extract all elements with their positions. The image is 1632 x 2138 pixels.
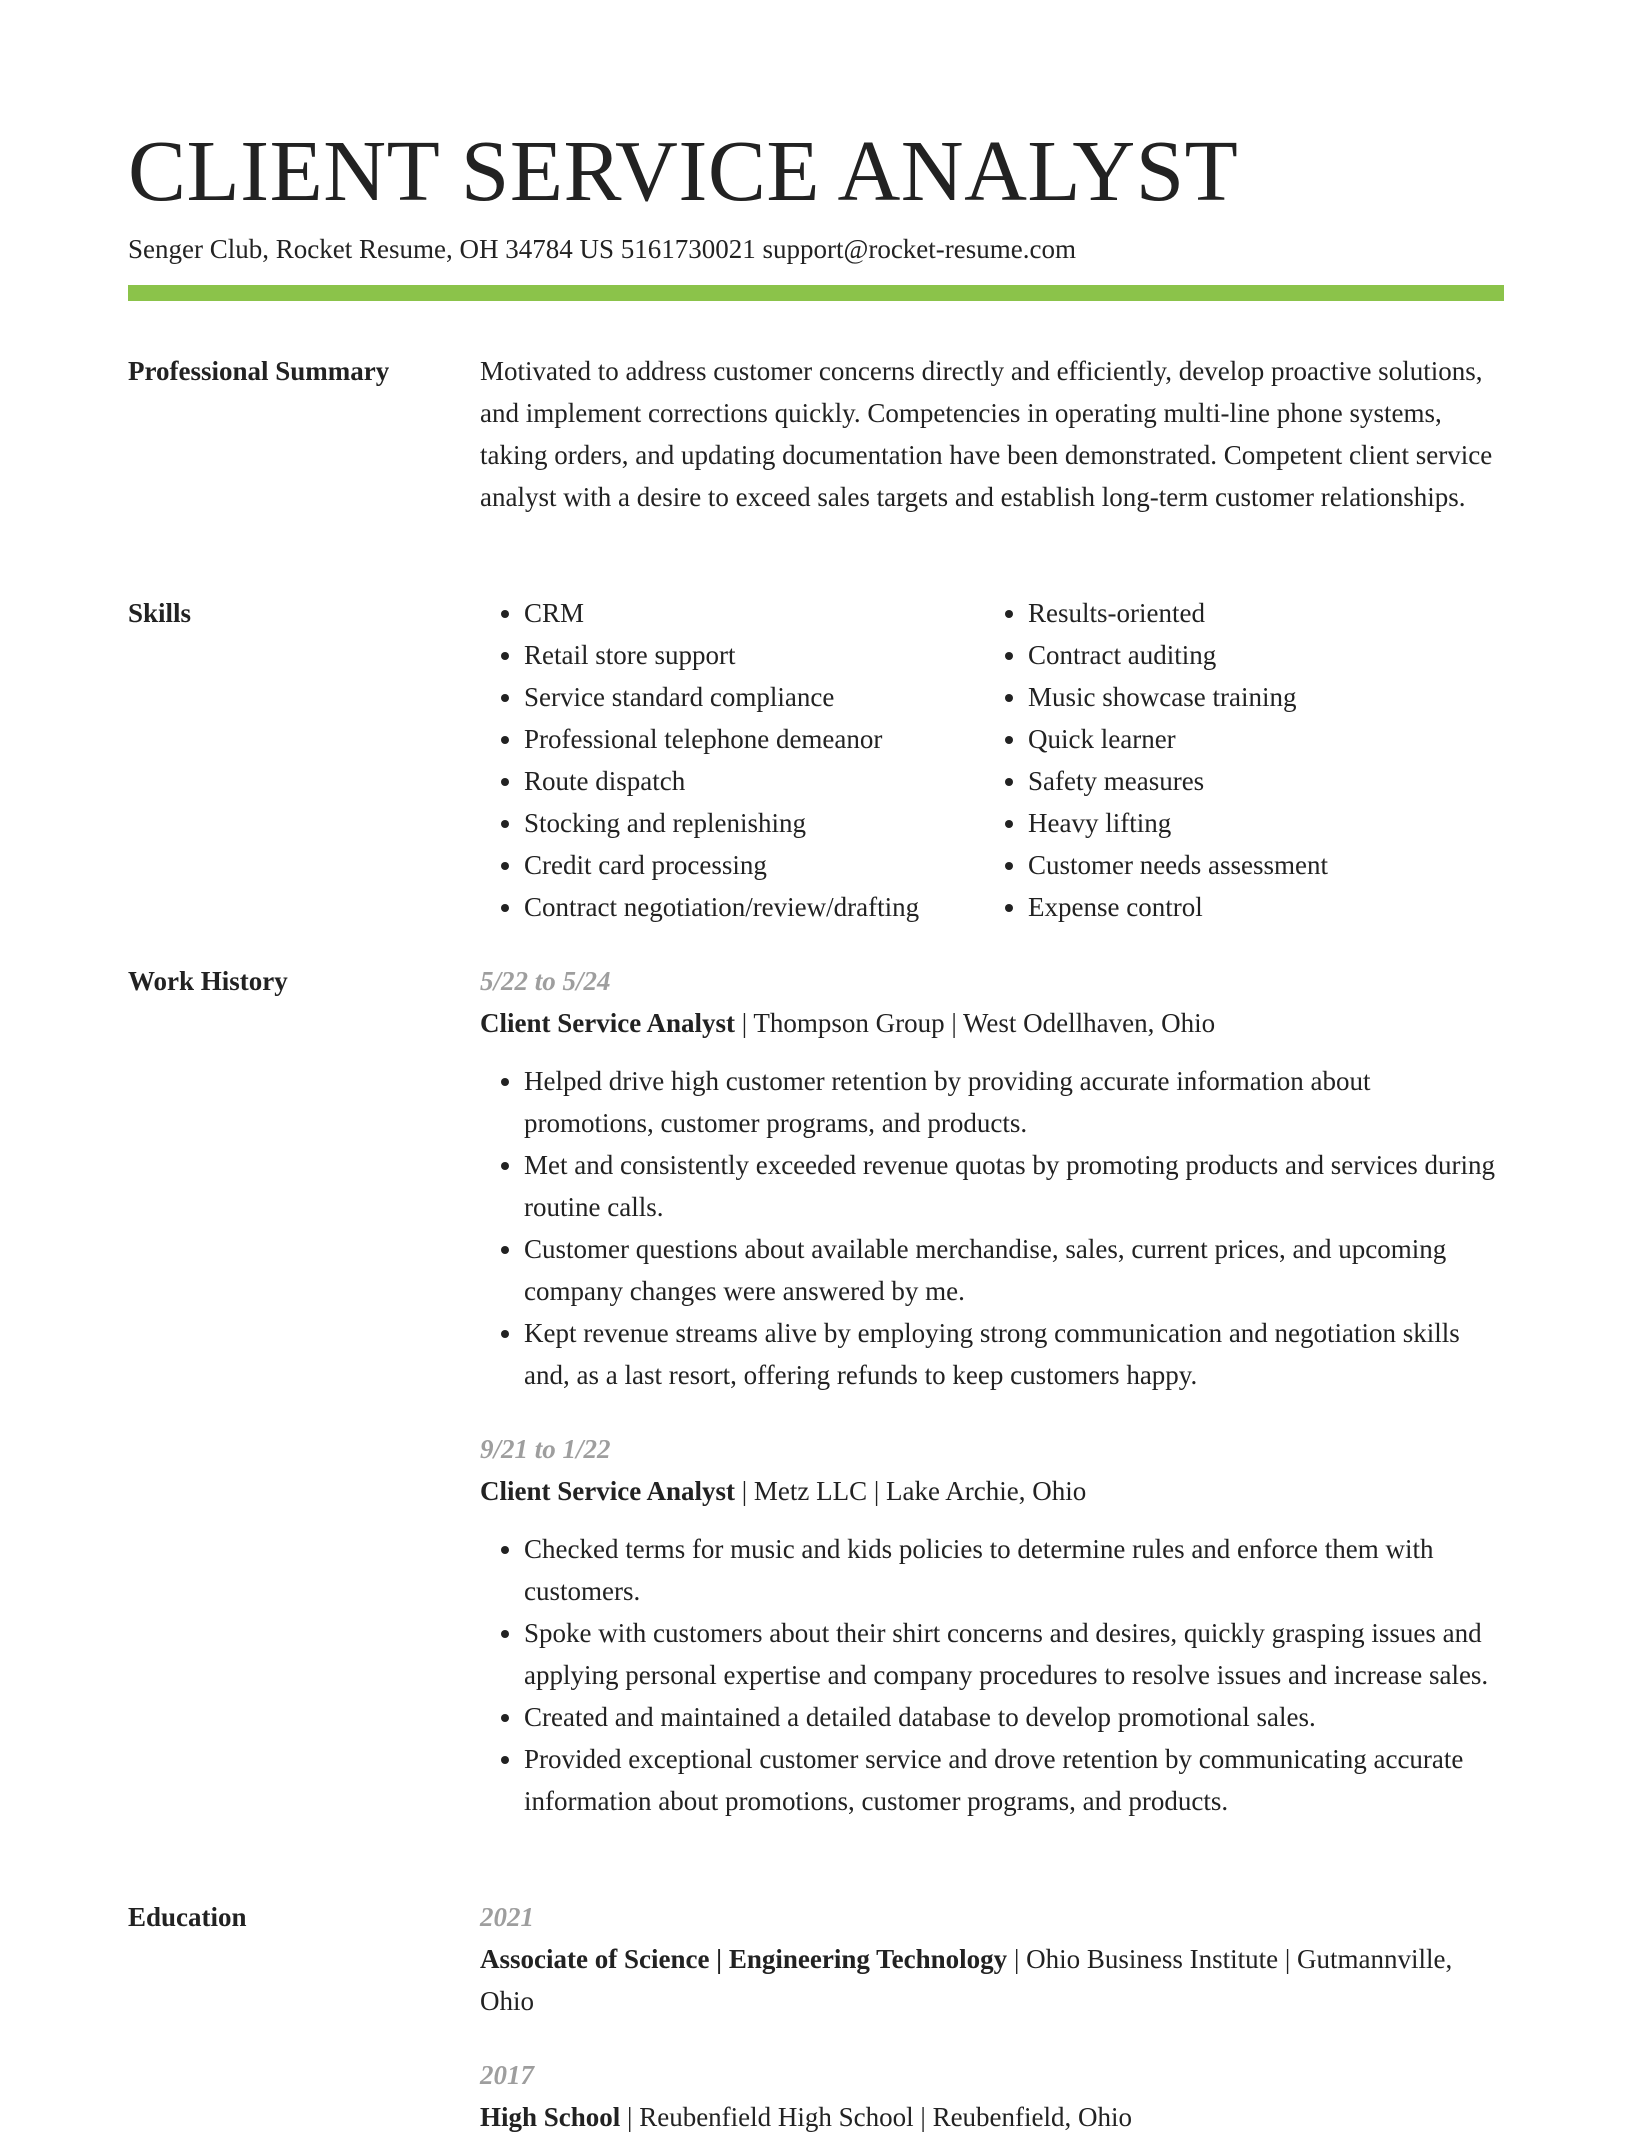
- education-details: | Ohio Business Institute | Gutmannville, Ohio: [480, 1944, 1453, 2016]
- job-title: Client Service Analyst: [480, 1476, 735, 1506]
- job-details: | Thompson Group | West Odellhaven, Ohio: [734, 1008, 1216, 1038]
- education-line: [480, 1938, 1504, 2022]
- job-dates: 5/22 to 5/24: [480, 966, 611, 996]
- skill-item: • Expense control: [1028, 886, 1488, 928]
- education-details: | Reubenfield High School | Reubenfield, Ohio: [620, 2102, 1133, 2132]
- skill-item: • Music showcase training: [1028, 676, 1488, 718]
- education-year: 2017: [480, 2060, 534, 2090]
- job-bullet: • Helped drive high customer retention by providing accurate information about promotions, customer programs, and products.: [524, 1060, 1504, 1144]
- summary-heading: Professional Summary: [128, 356, 390, 386]
- job-bullet: • Spoke with customers about their shirt concerns and desires, quickly grasping issues and applying personal expertise and company procedures to resolve issues and increase sales.: [524, 1612, 1504, 1696]
- skill-item: • Retail store support: [524, 634, 984, 676]
- skill-item: • CRM: [524, 592, 984, 634]
- work-history-heading: Work History: [128, 966, 288, 996]
- education-degree: High School: [480, 2102, 621, 2132]
- skill-item: • Contract auditing: [1028, 634, 1488, 676]
- job-dates: 9/21 to 1/22: [480, 1434, 611, 1464]
- skills-list-right: [984, 592, 1488, 928]
- skill-item: • Customer needs assessment: [1028, 844, 1488, 886]
- job-bullet: • Met and consistently exceeded revenue quotas by promoting products and services during routine calls.: [524, 1144, 1504, 1228]
- skill-item: • Credit card processing: [524, 844, 984, 886]
- skill-item: • Service standard compliance: [524, 676, 984, 718]
- skill-item: • Professional telephone demeanor: [524, 718, 984, 760]
- job-title-line: [480, 1002, 1504, 1044]
- skill-item: • Heavy lifting: [1028, 802, 1488, 844]
- resume-name-title: CLIENT SERVICE ANALYST: [128, 122, 1239, 219]
- job-title-line: [480, 1470, 1504, 1512]
- education-line: [480, 2096, 1504, 2138]
- job-bullets: [480, 1060, 1504, 1396]
- contact-info: Senger Club, Rocket Resume, OH 34784 US 5161730021 support@rocket-resume.com: [128, 234, 1076, 264]
- skills-heading: Skills: [128, 598, 192, 628]
- education-degree: Associate of Science | Engineering Technology: [480, 1944, 1008, 1974]
- job-entry: [480, 960, 1504, 1396]
- skill-item: • Results-oriented: [1028, 592, 1488, 634]
- job-bullet: • Provided exceptional customer service and drove retention by communicating accurate information about promotions, customer programs, and products.: [524, 1738, 1504, 1822]
- skill-item: • Contract negotiation/review/drafting: [524, 886, 984, 928]
- education-entry: [480, 1896, 1504, 2022]
- job-bullet: • Created and maintained a detailed database to develop promotional sales.: [524, 1696, 1504, 1738]
- job-bullet: • Customer questions about available merchandise, sales, current prices, and upcoming company changes were answered by me.: [524, 1228, 1504, 1312]
- education-year: 2021: [480, 1902, 534, 1932]
- header-accent-rule: [128, 285, 1504, 301]
- skill-item: • Route dispatch: [524, 760, 984, 802]
- skill-item: • Quick learner: [1028, 718, 1488, 760]
- education-entry: [480, 2054, 1504, 2138]
- job-details: | Metz LLC | Lake Archie, Ohio: [734, 1476, 1087, 1506]
- job-bullet: • Kept revenue streams alive by employing strong communication and negotiation skills and, as a last resort, offering refunds to keep customers happy.: [524, 1312, 1504, 1396]
- skill-item: • Stocking and replenishing: [524, 802, 984, 844]
- skills-list-left: [480, 592, 984, 928]
- job-entry: [480, 1428, 1504, 1822]
- job-bullet: • Checked terms for music and kids policies to determine rules and enforce them with customers.: [524, 1528, 1504, 1612]
- skill-item: • Safety measures: [1028, 760, 1488, 802]
- job-bullets: [480, 1528, 1504, 1822]
- summary-text: Motivated to address customer concerns directly and efficiently, develop proactive solutions, and implement corrections quickly. Competencies in operating multi-line phone systems, taking orders, and updating documentation have been demonstrated. Competent client service analyst with a desire to exceed sales targets and establish long-term customer relationships.: [480, 356, 1493, 512]
- education-heading: Education: [128, 1902, 247, 1932]
- job-title: Client Service Analyst: [480, 1008, 735, 1038]
